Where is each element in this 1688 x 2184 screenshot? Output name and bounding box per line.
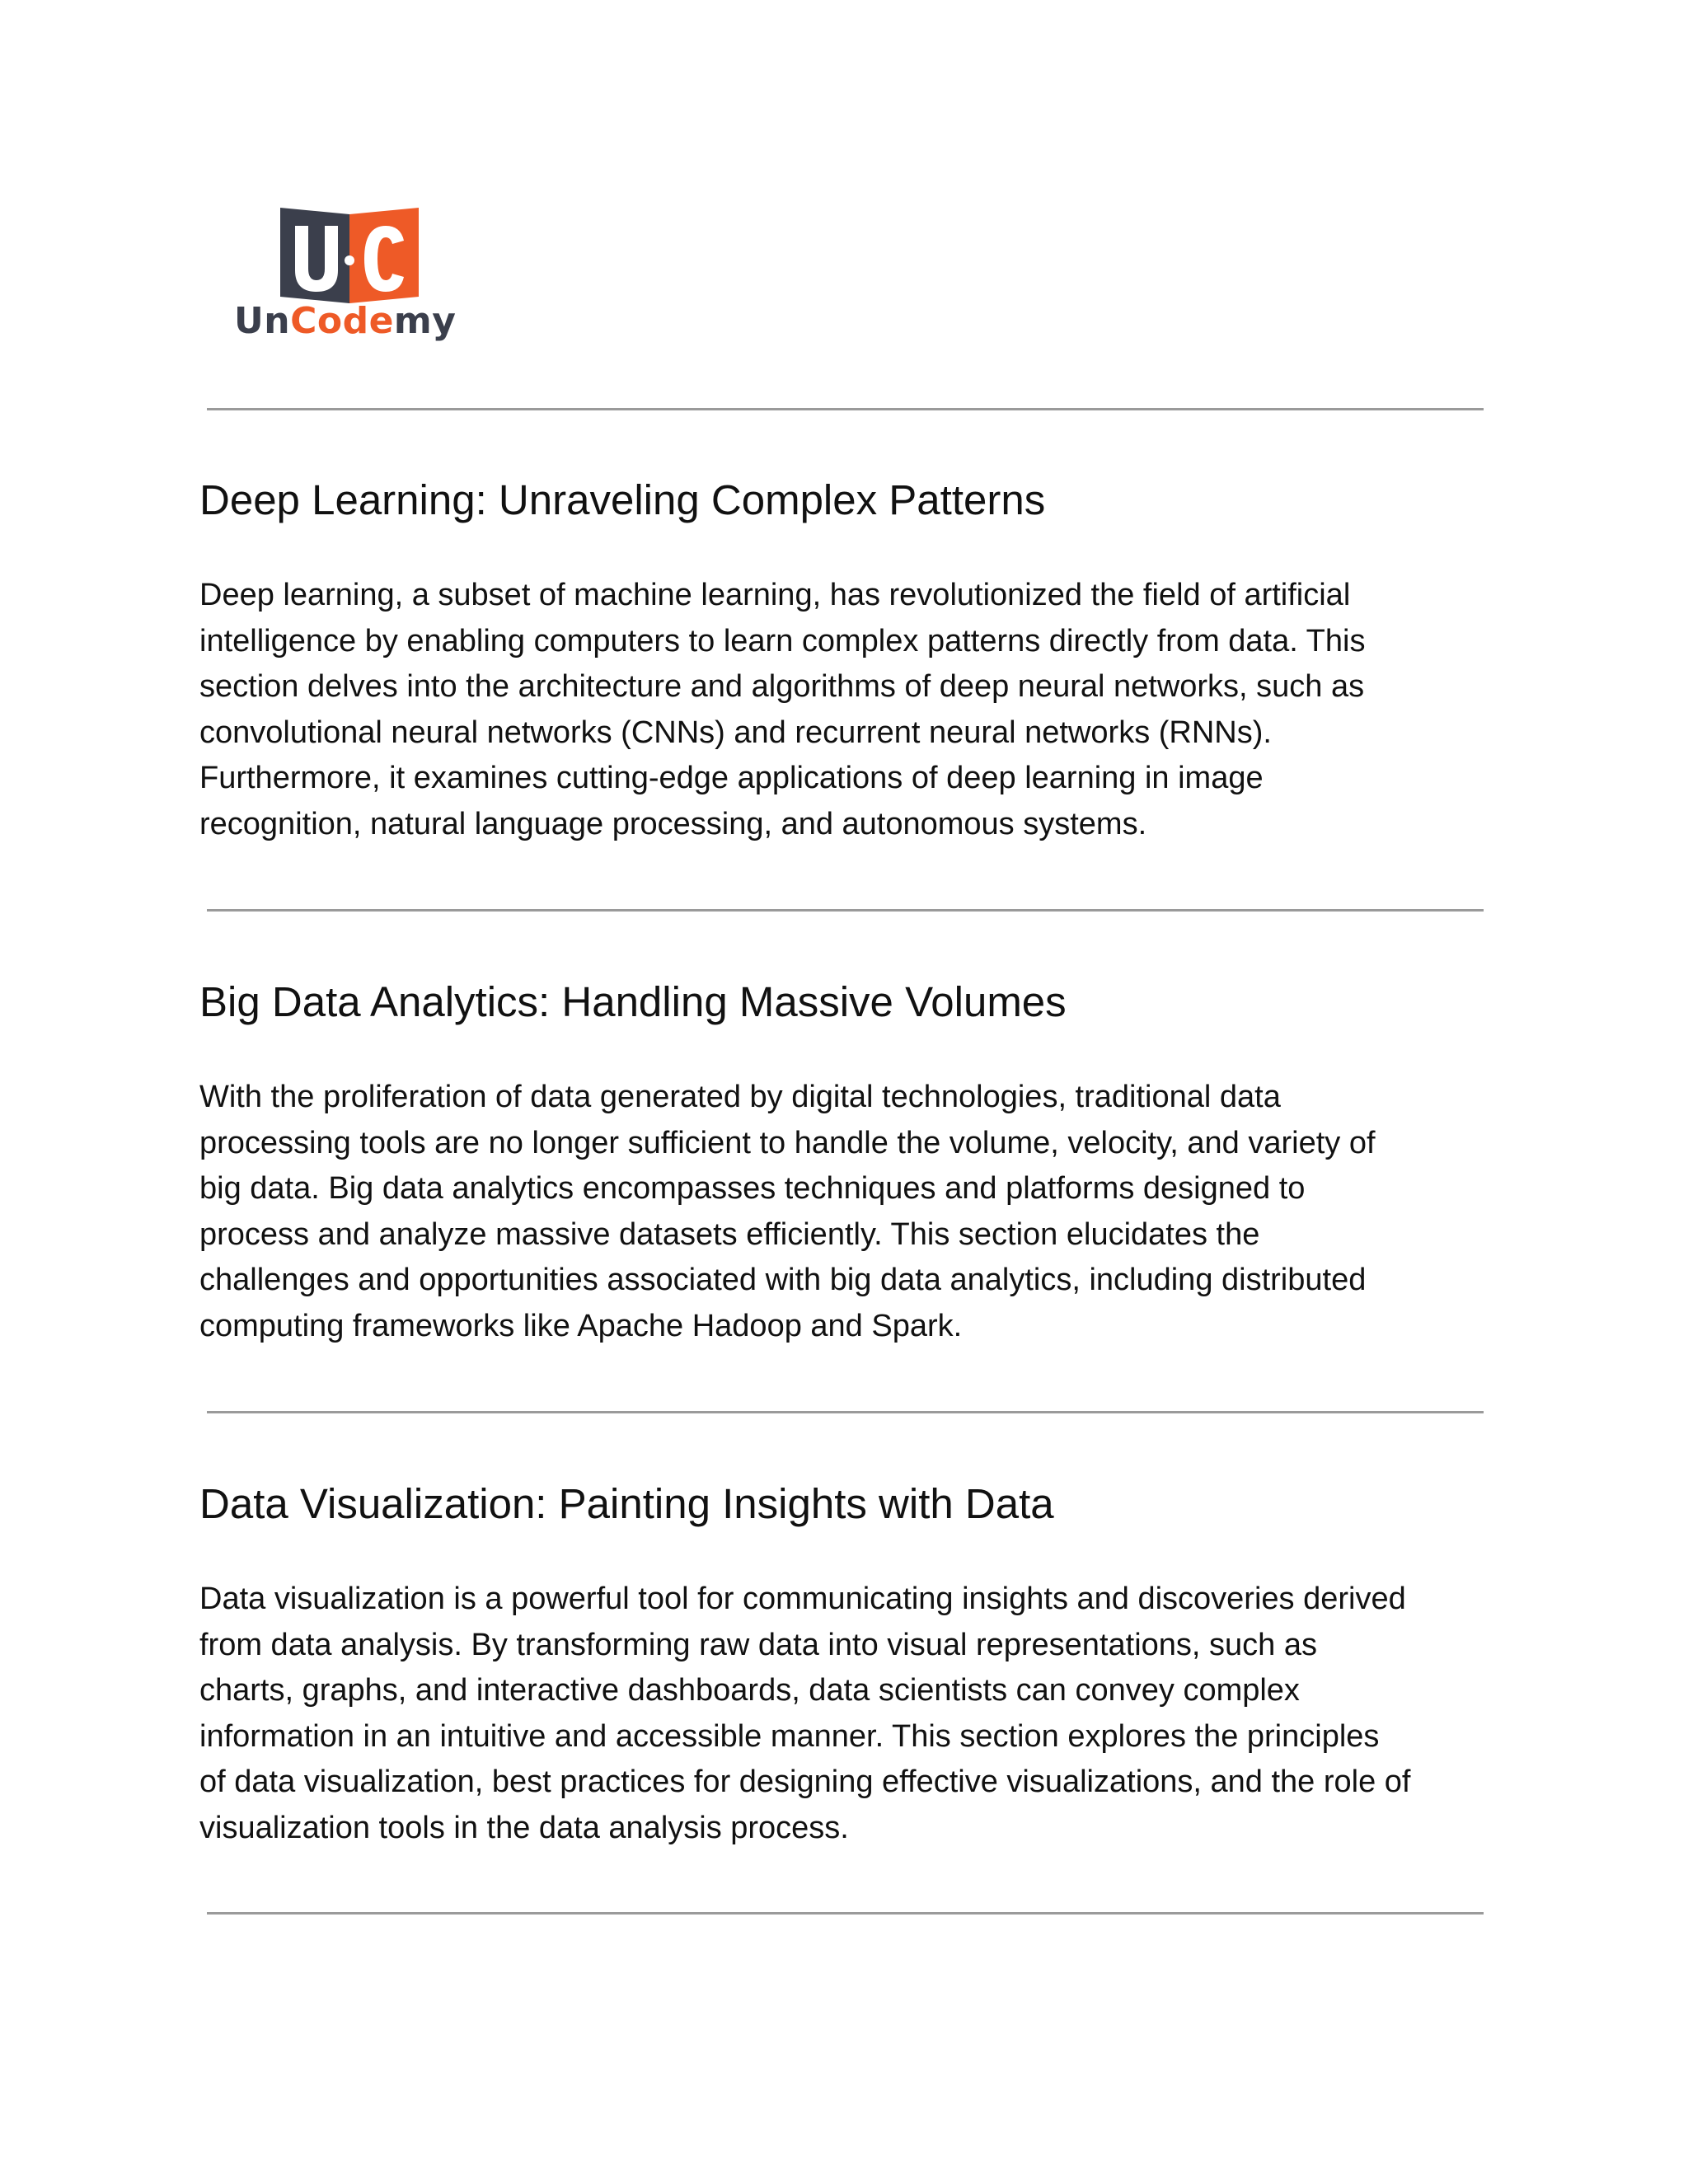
wordmark-my: my: [393, 300, 457, 342]
paragraph-line: Deep learning, a subset of machine learning, has revolutionized the field of artificial: [199, 578, 1351, 612]
uncodemy-wordmark: [234, 300, 457, 342]
paragraph-line: Furthermore, it examines cutting-edge applications of deep learning in image: [199, 761, 1264, 796]
paragraph-line: of data visualization, best practices for designing effective visualizations, and the role of: [199, 1765, 1411, 1800]
section-title-deep-learning: Deep Learning: Unraveling Complex Patterns: [199, 476, 1046, 523]
divider: [207, 408, 1484, 410]
section-body-big-data: [199, 1075, 1502, 1350]
paragraph-line: visualization tools in the data analysis process.: [199, 1810, 849, 1845]
section-title-big-data: Big Data Analytics: Handling Massive Volumes: [199, 978, 1067, 1025]
paragraph-line: information in an intuitive and accessible manner. This section explores the principles: [199, 1718, 1380, 1754]
uncodemy-logo-mark: [280, 208, 419, 303]
paragraph-line: With the proliferation of data generated by digital technologies, traditional data: [199, 1080, 1281, 1114]
section-body-data-visualization: [199, 1577, 1502, 1852]
paragraph-line: charts, graphs, and interactive dashboards, data scientists can convey complex: [199, 1673, 1300, 1708]
paragraph-line: challenges and opportunities associated with big data analytics, including distributed: [199, 1263, 1367, 1298]
paragraph-line: from data analysis. By transforming raw data into visual representations, such as: [199, 1627, 1317, 1662]
paragraph-line: Data visualization is a powerful tool for communicating insights and discoveries derived: [199, 1582, 1406, 1616]
wordmark-code: Code: [290, 300, 394, 342]
wordmark-un: Un: [234, 300, 291, 342]
divider: [207, 909, 1484, 912]
paragraph-line: big data. Big data analytics encompasses techniques and platforms designed to: [199, 1171, 1306, 1207]
paragraph-line: computing frameworks like Apache Hadoop and Spark.: [199, 1308, 963, 1343]
paragraph-line: recognition, natural language processing, and autonomous systems.: [199, 806, 1147, 841]
section-body-deep-learning: [199, 573, 1502, 848]
divider: [207, 1912, 1484, 1915]
divider: [207, 1411, 1484, 1413]
paragraph-line: processing tools are no longer sufficient to handle the volume, velocity, and variety of: [199, 1125, 1376, 1160]
uncodemy-logo: [234, 201, 481, 358]
paragraph-line: intelligence by enabling computers to learn complex patterns directly from data. This: [199, 623, 1366, 658]
paragraph-line: process and analyze massive datasets efficiently. This section elucidates the: [199, 1216, 1260, 1252]
section-title-data-visualization: Data Visualization: Painting Insights with Data: [199, 1480, 1054, 1527]
paragraph-line: convolutional neural networks (CNNs) and recurrent neural networks (RNNs).: [199, 715, 1272, 750]
paragraph-line: section delves into the architecture and algorithms of deep neural networks, such as: [199, 669, 1365, 705]
